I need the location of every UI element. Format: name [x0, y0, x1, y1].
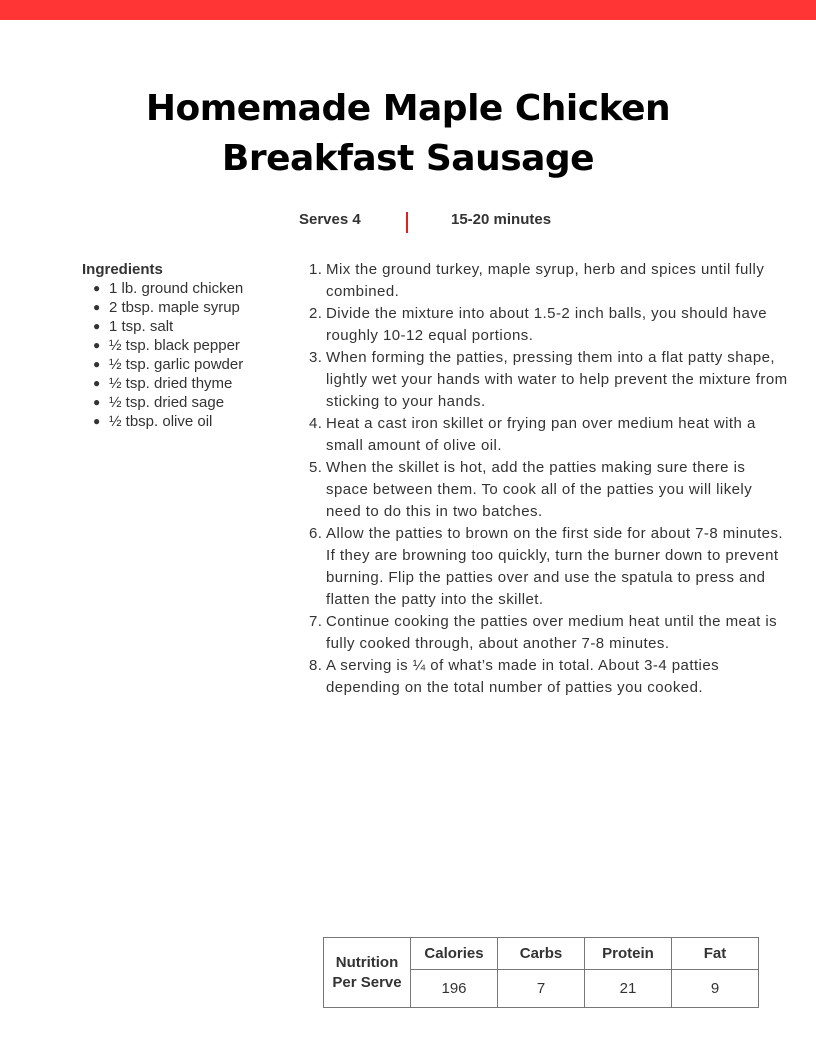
- bullet-icon: ●: [93, 376, 101, 390]
- step-text: Continue cooking the patties over medium heat until the meat is fully cooked through, about another 7-8 minutes.: [326, 613, 778, 652]
- step-text: Allow the patties to brown on the first side for about 7-8 minutes. If they are browning too quickly, turn the burner down to prevent burning. Flip the patties over and use the spatula to press and flatten the patty into the skillet.: [326, 525, 784, 608]
- step-number: 8.: [309, 657, 323, 674]
- step-text: When the skillet is hot, add the patties making sure there is space between them. To cook all of the patties you will likely need to do this in two batches.: [326, 459, 753, 520]
- carbs-value: 7: [498, 970, 585, 1008]
- ingredient-text: ½ tsp. dried thyme: [109, 375, 233, 392]
- instruction-step: [304, 611, 788, 655]
- ingredient-item: [82, 336, 282, 355]
- step-text: Heat a cast iron skillet or frying pan over medium heat with a small amount of olive oil.: [326, 415, 756, 454]
- ingredient-text: ½ tsp. black pepper: [109, 337, 240, 354]
- ingredients-heading: Ingredients: [82, 261, 163, 278]
- step-text: A serving is ¼ of what’s made in total. About 3-4 patties depending on the total number of patties you cooked.: [326, 657, 720, 696]
- top-accent-bar: [0, 0, 816, 20]
- step-number: 6.: [309, 525, 323, 542]
- bullet-icon: ●: [93, 414, 101, 428]
- step-number: 1.: [309, 261, 323, 278]
- fat-value: 9: [672, 970, 759, 1008]
- nutrition-label-line-2: Per Serve: [332, 973, 402, 991]
- nutrition-header-row: [324, 938, 759, 970]
- calories-header: Calories: [411, 938, 498, 970]
- ingredients-section: [82, 260, 282, 431]
- step-text: When forming the patties, pressing them into a flat patty shape, lightly wet your hands with water to help prevent the mixture from sticking to your hands.: [326, 349, 788, 410]
- meta-divider: [406, 212, 408, 233]
- nutrition-label: [324, 938, 411, 1008]
- ingredient-text: 2 tbsp. maple syrup: [109, 299, 240, 316]
- step-number: 3.: [309, 349, 323, 366]
- ingredient-text: ½ tbsp. olive oil: [109, 413, 213, 430]
- recipe-title-line-2: Breakfast Sausage: [221, 138, 595, 179]
- bullet-icon: ●: [93, 281, 101, 295]
- step-text: Mix the ground turkey, maple syrup, herb and spices until fully combined.: [326, 261, 765, 300]
- instruction-step: [304, 523, 788, 611]
- instructions-section: [304, 259, 788, 699]
- calories-value: 196: [411, 970, 498, 1008]
- recipe-title-line-1: Homemade Maple Chicken: [145, 88, 671, 129]
- servings: Serves 4: [299, 211, 361, 228]
- bullet-icon: ●: [93, 395, 101, 409]
- ingredient-text: 1 tsp. salt: [109, 318, 174, 335]
- instruction-step: [304, 457, 788, 523]
- step-text: Divide the mixture into about 1.5-2 inch balls, you should have roughly 10-12 equal portions.: [326, 305, 768, 344]
- instruction-step: [304, 655, 788, 699]
- instruction-step: [304, 347, 788, 413]
- bullet-icon: ●: [93, 319, 101, 333]
- ingredient-item: [82, 279, 282, 298]
- ingredient-item: [82, 298, 282, 317]
- step-number: 5.: [309, 459, 323, 476]
- instruction-step: [304, 303, 788, 347]
- recipe-title: [60, 84, 756, 184]
- ingredient-text: ½ tsp. garlic powder: [109, 356, 244, 373]
- ingredient-text: ½ tsp. dried sage: [109, 394, 225, 411]
- protein-value: 21: [585, 970, 672, 1008]
- ingredients-list: [82, 279, 282, 431]
- protein-header: Protein: [585, 938, 672, 970]
- ingredient-item: [82, 317, 282, 336]
- ingredient-item: [82, 393, 282, 412]
- cook-time: 15-20 minutes: [451, 211, 552, 228]
- ingredient-text: 1 lb. ground chicken: [109, 280, 244, 297]
- bullet-icon: ●: [93, 357, 101, 371]
- step-number: 4.: [309, 415, 323, 432]
- nutrition-table: [323, 937, 759, 1008]
- step-number: 7.: [309, 613, 323, 630]
- step-number: 2.: [309, 305, 323, 322]
- bullet-icon: ●: [93, 338, 101, 352]
- nutrition-label-line-1: Nutrition: [335, 953, 399, 971]
- ingredient-item: [82, 374, 282, 393]
- bullet-icon: ●: [93, 300, 101, 314]
- fat-header: Fat: [672, 938, 759, 970]
- instruction-step: [304, 413, 788, 457]
- instruction-step: [304, 259, 788, 303]
- ingredient-item: [82, 412, 282, 431]
- instructions-list: [304, 259, 788, 699]
- ingredient-item: [82, 355, 282, 374]
- carbs-header: Carbs: [498, 938, 585, 970]
